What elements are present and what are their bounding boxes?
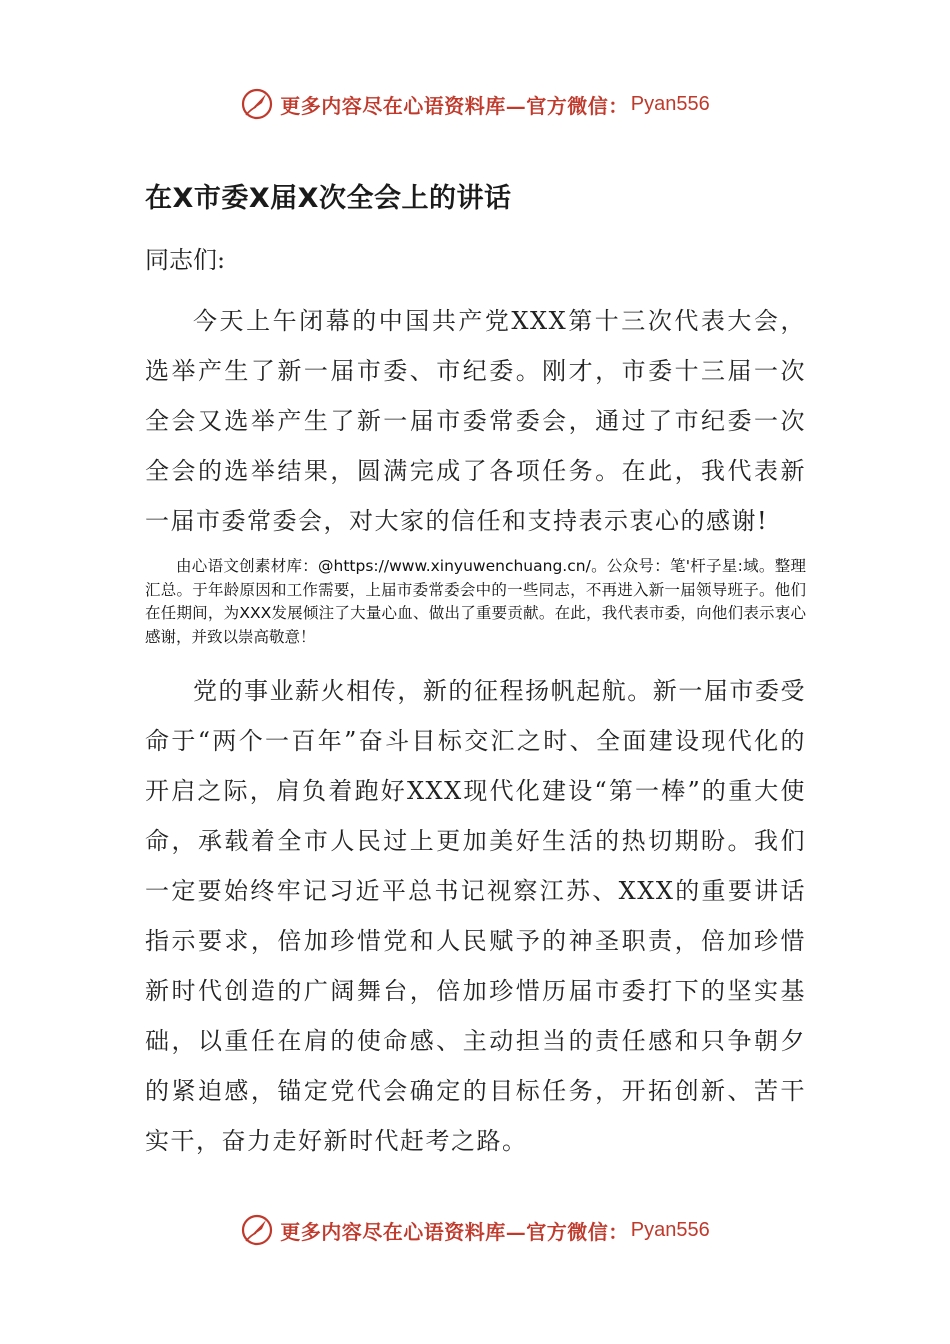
source-note: 由心语文创素材库：@https://www.xinyuwenchuang.cn/。公众号：笔'杆子星:域。整理汇总。于年龄原因和工作需要，上届市委常委会中的一些同志，不再进入新一届领导班子。他们在任期间，为XXX发展倾注了大量心血、做出了重要贡献。在此，我代表市委，向他们表示衷心感谢，并致以崇高敬意！ [145, 557, 806, 646]
quill-logo-icon [240, 87, 274, 121]
paragraph-1: 今天上午闭幕的中国共产党XXX第十三次代表大会，选举产生了新一届市委、市纪委。刚才，市委十三届一次全会又选举产生了新一届市委常委会，通过了市纪委一次全会的选举结果，圆满完成了各项任务。在此，我代表新一届市委常委会，对大家的信任和支持表示衷心的感谢! [145, 307, 806, 535]
header-banner-handle: Pyan556 [630, 92, 710, 115]
footer-banner-handle: Pyan556 [630, 1218, 710, 1241]
quill-logo-icon [240, 1213, 274, 1247]
salutation: 同志们: [145, 246, 226, 274]
footer-banner-text: 更多内容尽在心语资料库—官方微信： [280, 1219, 629, 1244]
paragraph-2: 党的事业薪火相传，新的征程扬帆起航。新一届市委受命于“两个一百年”奋斗目标交汇之时、全面建设现代化的开启之际，肩负着跑好XXX现代化建设“第一棒”的重大使命，承载着全市人民过上更加美好生活的热切期盼。我们一定要始终牢记习近平总书记视察江苏、XXX的重要讲话指示要求，倍加珍惜党和人民赋予的神圣职责，倍加珍惜新时代创造的广阔舞台，倍加珍惜历届市委打下的坚实基础，以重任在肩的使命感、主动担当的责任感和只争朝夕的紧迫感，锚定党代会确定的目标任务，开拓创新、苦干实干，奋力走好新时代赶考之路。 [145, 677, 806, 1155]
footer-banner [0, 1210, 950, 1250]
header-banner-text: 更多内容尽在心语资料库—官方微信： [280, 93, 629, 118]
document-title: 在X市委X届X次全会上的讲话 [145, 183, 512, 214]
header-banner [0, 84, 950, 124]
